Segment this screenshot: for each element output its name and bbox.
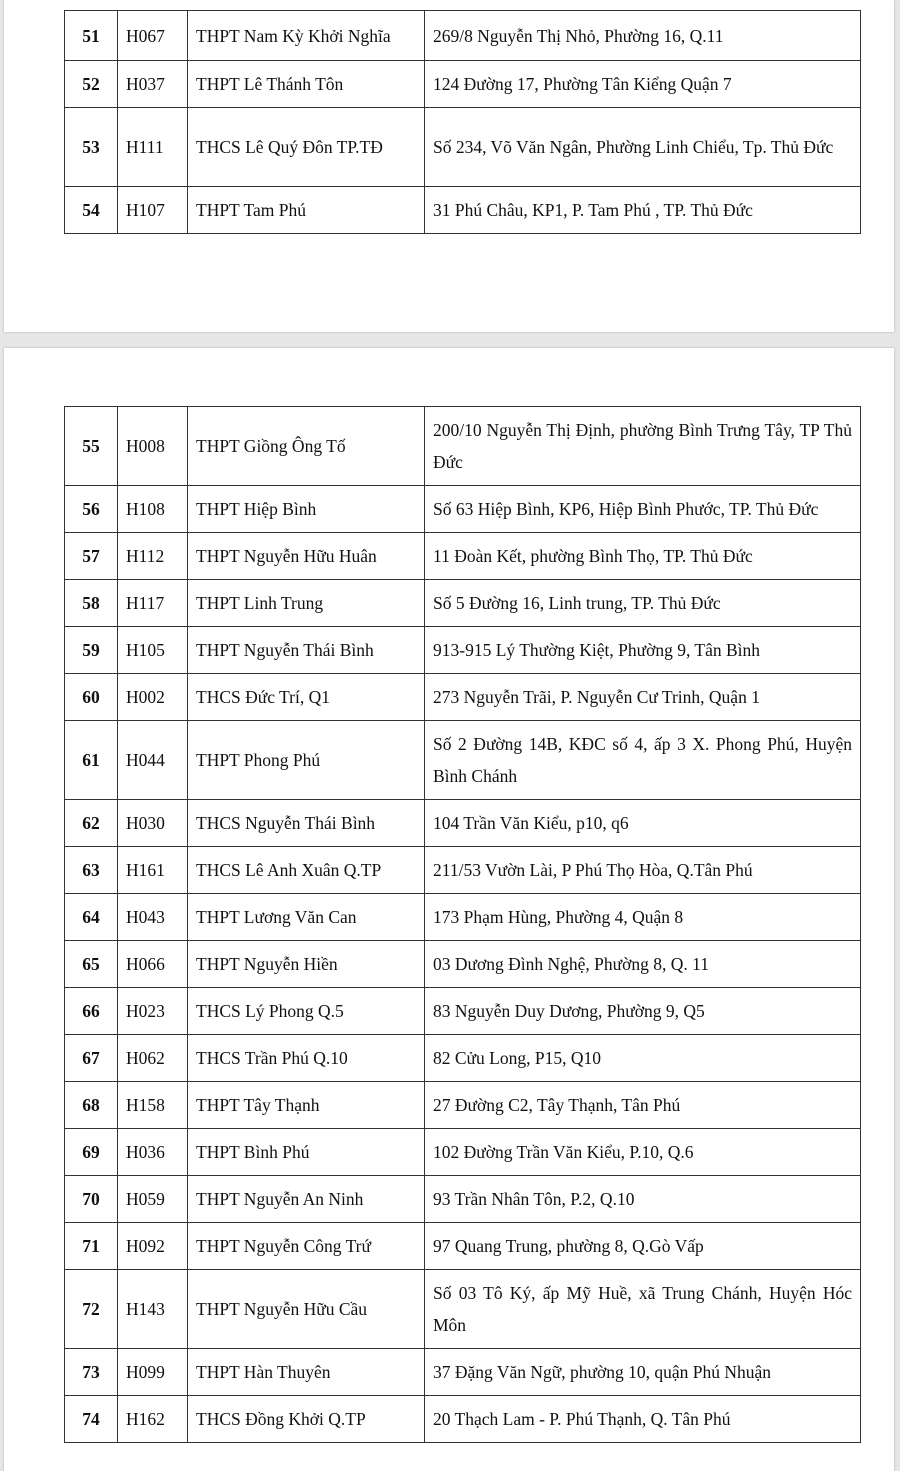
school-table-page-1 [64, 10, 861, 234]
table-row [65, 486, 861, 533]
school-code: H044 [118, 721, 188, 800]
school-code: H043 [118, 894, 188, 941]
row-number: 51 [65, 11, 118, 61]
school-code: H107 [118, 187, 188, 234]
row-number: 68 [65, 1082, 118, 1129]
school-address: Số 2 Đường 14B, KĐC số 4, ấp 3 X. Phong Phú, Huyện Bình Chánh [425, 721, 861, 800]
school-code: H162 [118, 1396, 188, 1443]
row-number: 54 [65, 187, 118, 234]
school-code: H158 [118, 1082, 188, 1129]
school-name: THPT Nguyễn Hữu Huân [188, 533, 425, 580]
school-name: THPT Tây Thạnh [188, 1082, 425, 1129]
school-code: H143 [118, 1270, 188, 1349]
school-code: H030 [118, 800, 188, 847]
document-page-2 [4, 348, 894, 1471]
row-number: 71 [65, 1223, 118, 1270]
school-name: THPT Lê Thánh Tôn [188, 61, 425, 108]
table-row [65, 1396, 861, 1443]
school-code: H037 [118, 61, 188, 108]
school-name: THPT Linh Trung [188, 580, 425, 627]
school-name: THPT Tam Phú [188, 187, 425, 234]
row-number: 53 [65, 108, 118, 187]
table-row [65, 580, 861, 627]
school-name: THPT Hàn Thuyên [188, 1349, 425, 1396]
row-number: 73 [65, 1349, 118, 1396]
row-number: 55 [65, 407, 118, 486]
school-address: 82 Cửu Long, P15, Q10 [425, 1035, 861, 1082]
school-name: THCS Đồng Khởi Q.TP [188, 1396, 425, 1443]
school-address: 03 Dương Đình Nghệ, Phường 8, Q. 11 [425, 941, 861, 988]
document-page-1 [4, 0, 894, 332]
school-address: 93 Trần Nhân Tôn, P.2, Q.10 [425, 1176, 861, 1223]
row-number: 69 [65, 1129, 118, 1176]
row-number: 56 [65, 486, 118, 533]
school-code: H108 [118, 486, 188, 533]
school-name: THCS Lê Quý Đôn TP.TĐ [188, 108, 425, 187]
table-row [65, 108, 861, 187]
table-row [65, 61, 861, 108]
school-code: H023 [118, 988, 188, 1035]
school-name: THPT Nguyễn An Ninh [188, 1176, 425, 1223]
row-number: 62 [65, 800, 118, 847]
table-row [65, 894, 861, 941]
school-code: H111 [118, 108, 188, 187]
school-code: H105 [118, 627, 188, 674]
school-name: THCS Đức Trí, Q1 [188, 674, 425, 721]
school-name: THCS Nguyễn Thái Bình [188, 800, 425, 847]
school-name: THCS Lý Phong Q.5 [188, 988, 425, 1035]
school-address: 173 Phạm Hùng, Phường 4, Quận 8 [425, 894, 861, 941]
table-row [65, 1270, 861, 1349]
school-address: Số 63 Hiệp Bình, KP6, Hiệp Bình Phước, TP. Thủ Đức [425, 486, 861, 533]
school-address: 20 Thạch Lam - P. Phú Thạnh, Q. Tân Phú [425, 1396, 861, 1443]
school-name: THCS Trần Phú Q.10 [188, 1035, 425, 1082]
table-row [65, 800, 861, 847]
table-row [65, 1223, 861, 1270]
school-address: 83 Nguyễn Duy Dương, Phường 9, Q5 [425, 988, 861, 1035]
table-row [65, 187, 861, 234]
row-number: 61 [65, 721, 118, 800]
school-name: THPT Giồng Ông Tố [188, 407, 425, 486]
school-table-page-2 [64, 406, 861, 1443]
school-address: 200/10 Nguyễn Thị Định, phường Bình Trưng Tây, TP Thủ Đức [425, 407, 861, 486]
row-number: 58 [65, 580, 118, 627]
row-number: 74 [65, 1396, 118, 1443]
school-address: 37 Đặng Văn Ngữ, phường 10, quận Phú Nhuận [425, 1349, 861, 1396]
table-row [65, 674, 861, 721]
table-row [65, 941, 861, 988]
school-name: THPT Phong Phú [188, 721, 425, 800]
school-address: 27 Đường C2, Tây Thạnh, Tân Phú [425, 1082, 861, 1129]
row-number: 60 [65, 674, 118, 721]
school-code: H008 [118, 407, 188, 486]
school-code: H036 [118, 1129, 188, 1176]
school-name: THPT Nguyễn Thái Bình [188, 627, 425, 674]
table-row [65, 11, 861, 61]
school-code: H062 [118, 1035, 188, 1082]
table-row [65, 1129, 861, 1176]
table-row [65, 627, 861, 674]
row-number: 63 [65, 847, 118, 894]
school-address: 269/8 Nguyễn Thị Nhỏ, Phường 16, Q.11 [425, 11, 861, 61]
school-code: H112 [118, 533, 188, 580]
school-address: 273 Nguyễn Trãi, P. Nguyễn Cư Trinh, Quận 1 [425, 674, 861, 721]
school-code: H161 [118, 847, 188, 894]
school-name: THPT Nguyễn Hữu Cầu [188, 1270, 425, 1349]
school-address: 102 Đường Trần Văn Kiểu, P.10, Q.6 [425, 1129, 861, 1176]
school-name: THPT Hiệp Bình [188, 486, 425, 533]
row-number: 64 [65, 894, 118, 941]
table-row [65, 533, 861, 580]
school-address: 11 Đoàn Kết, phường Bình Thọ, TP. Thủ Đức [425, 533, 861, 580]
row-number: 59 [65, 627, 118, 674]
school-code: H117 [118, 580, 188, 627]
school-address: 211/53 Vườn Lài, P Phú Thọ Hòa, Q.Tân Phú [425, 847, 861, 894]
school-address: 124 Đường 17, Phường Tân Kiểng Quận 7 [425, 61, 861, 108]
table-row [65, 1082, 861, 1129]
school-code: H067 [118, 11, 188, 61]
school-address: 31 Phú Châu, KP1, P. Tam Phú , TP. Thủ Đức [425, 187, 861, 234]
row-number: 66 [65, 988, 118, 1035]
school-code: H092 [118, 1223, 188, 1270]
school-name: THPT Lương Văn Can [188, 894, 425, 941]
school-name: THCS Lê Anh Xuân Q.TP [188, 847, 425, 894]
school-code: H059 [118, 1176, 188, 1223]
school-name: THPT Nguyễn Hiền [188, 941, 425, 988]
row-number: 57 [65, 533, 118, 580]
school-code: H099 [118, 1349, 188, 1396]
school-address: 104 Trần Văn Kiểu, p10, q6 [425, 800, 861, 847]
table-row [65, 988, 861, 1035]
table-row [65, 1349, 861, 1396]
row-number: 70 [65, 1176, 118, 1223]
table-row [65, 407, 861, 486]
school-name: THPT Nam Kỳ Khởi Nghĩa [188, 11, 425, 61]
school-name: THPT Bình Phú [188, 1129, 425, 1176]
table-row [65, 1035, 861, 1082]
school-code: H002 [118, 674, 188, 721]
school-address: Số 234, Võ Văn Ngân, Phường Linh Chiểu, Tp. Thủ Đức [425, 108, 861, 187]
school-code: H066 [118, 941, 188, 988]
school-address: 97 Quang Trung, phường 8, Q.Gò Vấp [425, 1223, 861, 1270]
table-row [65, 847, 861, 894]
row-number: 65 [65, 941, 118, 988]
row-number: 72 [65, 1270, 118, 1349]
school-address: Số 5 Đường 16, Linh trung, TP. Thủ Đức [425, 580, 861, 627]
row-number: 52 [65, 61, 118, 108]
row-number: 67 [65, 1035, 118, 1082]
school-address: 913-915 Lý Thường Kiệt, Phường 9, Tân Bình [425, 627, 861, 674]
school-name: THPT Nguyễn Công Trứ [188, 1223, 425, 1270]
table-row [65, 1176, 861, 1223]
school-address: Số 03 Tô Ký, ấp Mỹ Huề, xã Trung Chánh, Huyện Hóc Môn [425, 1270, 861, 1349]
table-row [65, 721, 861, 800]
